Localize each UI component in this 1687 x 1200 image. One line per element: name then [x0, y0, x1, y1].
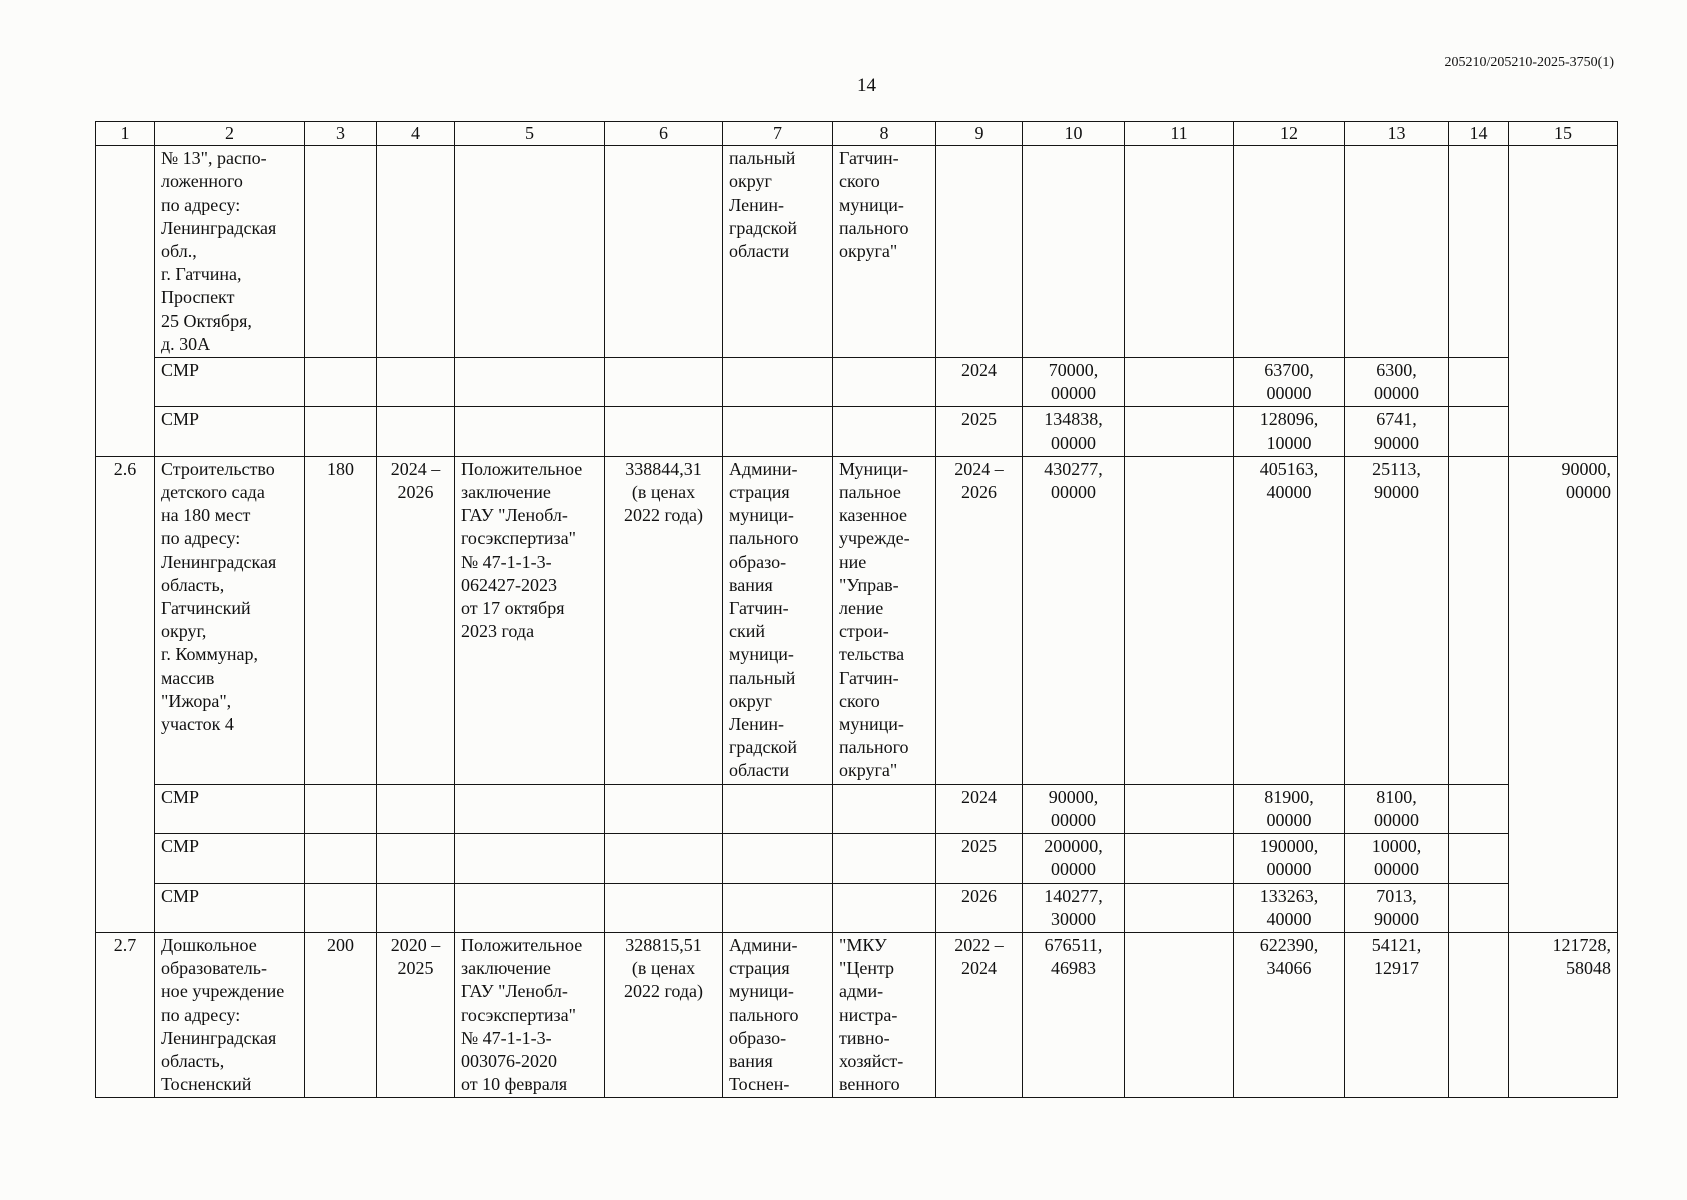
col-num-9: 9 [936, 122, 1023, 146]
col-num-8: 8 [833, 122, 936, 146]
cell-num-empty [96, 146, 155, 457]
cell [833, 407, 936, 456]
local-cell: 54121, 12917 [1345, 932, 1449, 1097]
cell [833, 358, 936, 407]
year-cell: 2025 [936, 834, 1023, 883]
cell [605, 146, 723, 358]
object-name-cell: № 13", распо- ложенного по адресу: Ленинградская обл., г. Гатчина, Проспект 25 Октября, д. 30А [155, 146, 305, 358]
expertise-cell: Положительное заключение ГАУ "Ленобл- госэкспертиза" № 47-1-1-3- 062427-2023 от 17 октября 2023 года [455, 456, 605, 784]
cell [305, 407, 377, 456]
smr-label: СМР [155, 407, 305, 456]
table-row-item-2-7 [96, 932, 1618, 1097]
local-cell: 7013, 90000 [1345, 883, 1449, 932]
col-num-10: 10 [1023, 122, 1125, 146]
cell [723, 834, 833, 883]
regional-cell: 63700, 00000 [1234, 358, 1345, 407]
cost-cell: 328815,51 (в ценах 2022 года) [605, 932, 723, 1097]
cell [377, 407, 455, 456]
cell [305, 883, 377, 932]
year-cell: 2026 [936, 883, 1023, 932]
local-cell: 8100, 00000 [1345, 784, 1449, 833]
cell [833, 834, 936, 883]
smr-label: СМР [155, 883, 305, 932]
smr-label: СМР [155, 358, 305, 407]
col-num-7: 7 [723, 122, 833, 146]
object-name-cell: Строительство детского сада на 180 мест по адресу: Ленинградская область, Гатчинский округ, г. Коммунар, массив "Ижора", участок 4 [155, 456, 305, 784]
cell [1449, 883, 1509, 932]
col-num-3: 3 [305, 122, 377, 146]
cell [1449, 407, 1509, 456]
cell [1449, 784, 1509, 833]
customer-cell: Админи- страция муници- пального образо- вания Тоснен- [723, 932, 833, 1097]
budget-table [95, 121, 1618, 1098]
smr-label: СМР [155, 784, 305, 833]
cell [1125, 358, 1234, 407]
regional-cell: 133263, 40000 [1234, 883, 1345, 932]
table-row [96, 146, 1618, 358]
total-cell: 90000, 00000 [1023, 784, 1125, 833]
year-cell: 2024 [936, 784, 1023, 833]
cell [1125, 146, 1234, 358]
col-num-15: 15 [1509, 122, 1618, 146]
years-cell: 2022 – 2024 [936, 932, 1023, 1097]
cell [305, 146, 377, 358]
expertise-cell: Положительное заключение ГАУ "Ленобл- госэкспертиза" № 47-1-1-3- 003076-2020 от 10 февраля [455, 932, 605, 1097]
cell [936, 146, 1023, 358]
cell [1449, 834, 1509, 883]
capacity-cell: 200 [305, 932, 377, 1097]
cell [305, 784, 377, 833]
cell [723, 407, 833, 456]
cell [377, 834, 455, 883]
customer-cell: Админи- страция муници- пального образо- вания Гатчин- ский муници- пальный округ Ленин- градской области [723, 456, 833, 784]
regional-cell: 81900, 00000 [1234, 784, 1345, 833]
total-cell: 140277, 30000 [1023, 883, 1125, 932]
cell [605, 834, 723, 883]
cell [833, 784, 936, 833]
cell [1449, 358, 1509, 407]
item-number: 2.7 [96, 932, 155, 1097]
cell [1449, 932, 1509, 1097]
total-cell: 134838, 00000 [1023, 407, 1125, 456]
cell-15-empty [1509, 146, 1618, 457]
developer-cell: "МКУ "Центр адми- нистра- тивно- хозяйст- венного [833, 932, 936, 1097]
total-cell: 70000, 00000 [1023, 358, 1125, 407]
cell [455, 883, 605, 932]
cell [1125, 784, 1234, 833]
col-num-2: 2 [155, 122, 305, 146]
cell [377, 146, 455, 358]
cell [605, 883, 723, 932]
column-number-row [96, 122, 1618, 146]
period-cell: 2024 – 2026 [377, 456, 455, 784]
smr-label: СМР [155, 834, 305, 883]
document-id: 205210/205210-2025-3750(1) [1444, 55, 1614, 70]
cell [377, 784, 455, 833]
col15-cell: 121728, 58048 [1509, 932, 1618, 1097]
cell [377, 883, 455, 932]
cell [723, 358, 833, 407]
local-cell: 10000, 00000 [1345, 834, 1449, 883]
customer-cell: пальный округ Ленин- градской области [723, 146, 833, 358]
cell [377, 358, 455, 407]
col15-cell: 90000, 00000 [1509, 456, 1618, 932]
period-cell: 2020 – 2025 [377, 932, 455, 1097]
developer-cell: Муници- пальное казенное учрежде- ние "Управ- ление строи- тельства Гатчин- ского муници- пального округа" [833, 456, 936, 784]
regional-cell: 622390, 34066 [1234, 932, 1345, 1097]
year-cell: 2024 [936, 358, 1023, 407]
cell [833, 883, 936, 932]
regional-cell: 190000, 00000 [1234, 834, 1345, 883]
cell [1125, 407, 1234, 456]
table-row [96, 407, 1618, 456]
capacity-cell: 180 [305, 456, 377, 784]
cell [455, 146, 605, 358]
regional-cell: 405163, 40000 [1234, 456, 1345, 784]
cell [1125, 834, 1234, 883]
col-num-4: 4 [377, 122, 455, 146]
table-row-item-2-6 [96, 456, 1618, 784]
cell [455, 834, 605, 883]
col-num-11: 11 [1125, 122, 1234, 146]
table-row [96, 784, 1618, 833]
cell [605, 358, 723, 407]
cell [723, 883, 833, 932]
table-row [96, 358, 1618, 407]
table-row [96, 834, 1618, 883]
col-num-12: 12 [1234, 122, 1345, 146]
cell [1023, 146, 1125, 358]
cell [1125, 932, 1234, 1097]
cell [1345, 146, 1449, 358]
years-cell: 2024 – 2026 [936, 456, 1023, 784]
cell [455, 407, 605, 456]
cell [305, 358, 377, 407]
cell [723, 784, 833, 833]
cell [455, 358, 605, 407]
item-number: 2.6 [96, 456, 155, 932]
object-name-cell: Дошкольное образователь- ное учреждение по адресу: Ленинградская область, Тосненский [155, 932, 305, 1097]
col-num-13: 13 [1345, 122, 1449, 146]
cell [605, 407, 723, 456]
local-cell: 6741, 90000 [1345, 407, 1449, 456]
cell [605, 784, 723, 833]
cost-cell: 338844,31 (в ценах 2022 года) [605, 456, 723, 784]
cell [1449, 146, 1509, 358]
cell [1125, 883, 1234, 932]
regional-cell: 128096, 10000 [1234, 407, 1345, 456]
local-cell: 25113, 90000 [1345, 456, 1449, 784]
col-num-1: 1 [96, 122, 155, 146]
total-cell: 430277, 00000 [1023, 456, 1125, 784]
col-num-14: 14 [1449, 122, 1509, 146]
cell [305, 834, 377, 883]
page-number: 14 [857, 75, 876, 96]
cell [1125, 456, 1234, 784]
year-cell: 2025 [936, 407, 1023, 456]
cell [1449, 456, 1509, 784]
cell [455, 784, 605, 833]
total-cell: 676511, 46983 [1023, 932, 1125, 1097]
cell [1234, 146, 1345, 358]
table-row [96, 883, 1618, 932]
col-num-6: 6 [605, 122, 723, 146]
developer-cell: Гатчин- ского муници- пального округа" [833, 146, 936, 358]
total-cell: 200000, 00000 [1023, 834, 1125, 883]
col-num-5: 5 [455, 122, 605, 146]
local-cell: 6300, 00000 [1345, 358, 1449, 407]
